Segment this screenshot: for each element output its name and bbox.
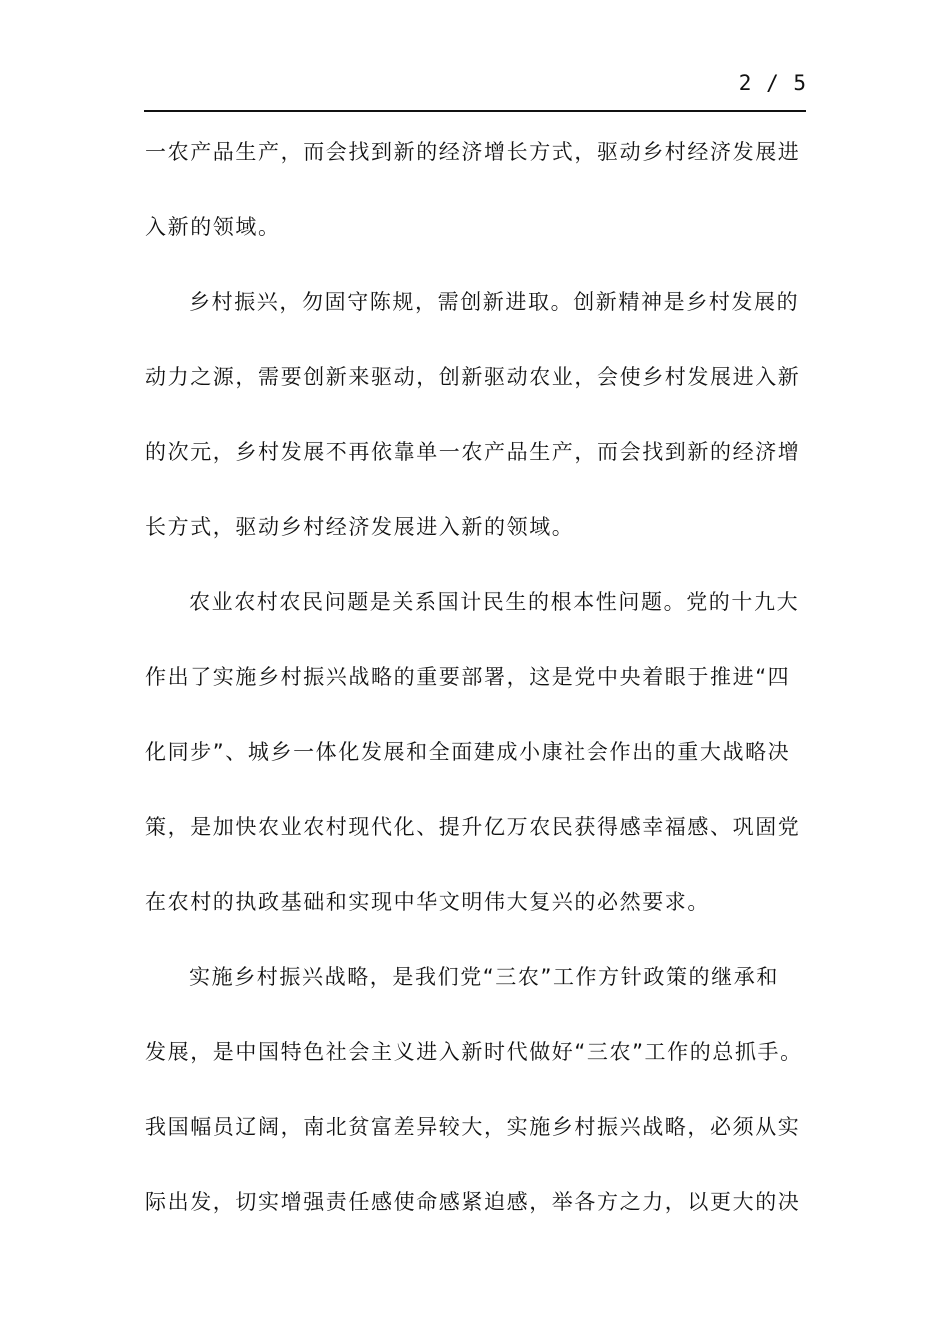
- text-line: 我国幅员辽阔，南北贫富差异较大，实施乡村振兴战略，必须从实: [145, 1115, 801, 1139]
- document-body: [145, 130, 810, 1255]
- header-divider: [144, 110, 806, 112]
- text-line: 化同步”、城乡一体化发展和全面建成小康社会作出的重大战略决: [145, 740, 791, 764]
- text-line: 一农产品生产，而会找到新的经济增长方式，驱动乡村经济发展进: [145, 140, 801, 164]
- paragraph-start-line: 实施乡村振兴战略，是我们党“三农”工作方针政策的继承和: [189, 965, 779, 989]
- text-line: 的次元，乡村发展不再依靠单一农产品生产，而会找到新的经济增: [145, 440, 801, 464]
- paragraph-start-line: 乡村振兴，勿固守陈规，需创新进取。创新精神是乡村发展的: [189, 290, 800, 314]
- text-line: 动力之源，需要创新来驱动，创新驱动农业，会使乡村发展进入新: [145, 365, 801, 389]
- text-line: 长方式，驱动乡村经济发展进入新的领域。: [145, 515, 575, 539]
- text-line: 在农村的执政基础和实现中华文明伟大复兴的必然要求。: [145, 890, 710, 914]
- page-number: 2 / 5: [738, 71, 807, 95]
- text-line: 际出发，切实增强责任感使命感紧迫感，举各方之力，以更大的决: [145, 1190, 801, 1214]
- text-line: 入新的领域。: [145, 215, 281, 239]
- text-line: 发展，是中国特色社会主义进入新时代做好“三农”工作的总抓手。: [145, 1040, 803, 1064]
- text-line: 作出了实施乡村振兴战略的重要部署，这是党中央着眼于推进“四: [145, 665, 791, 689]
- text-line: 策，是加快农业农村现代化、提升亿万农民获得感幸福感、巩固党: [145, 815, 801, 839]
- paragraph-start-line: 农业农村农民问题是关系国计民生的根本性问题。党的十九大: [189, 590, 800, 614]
